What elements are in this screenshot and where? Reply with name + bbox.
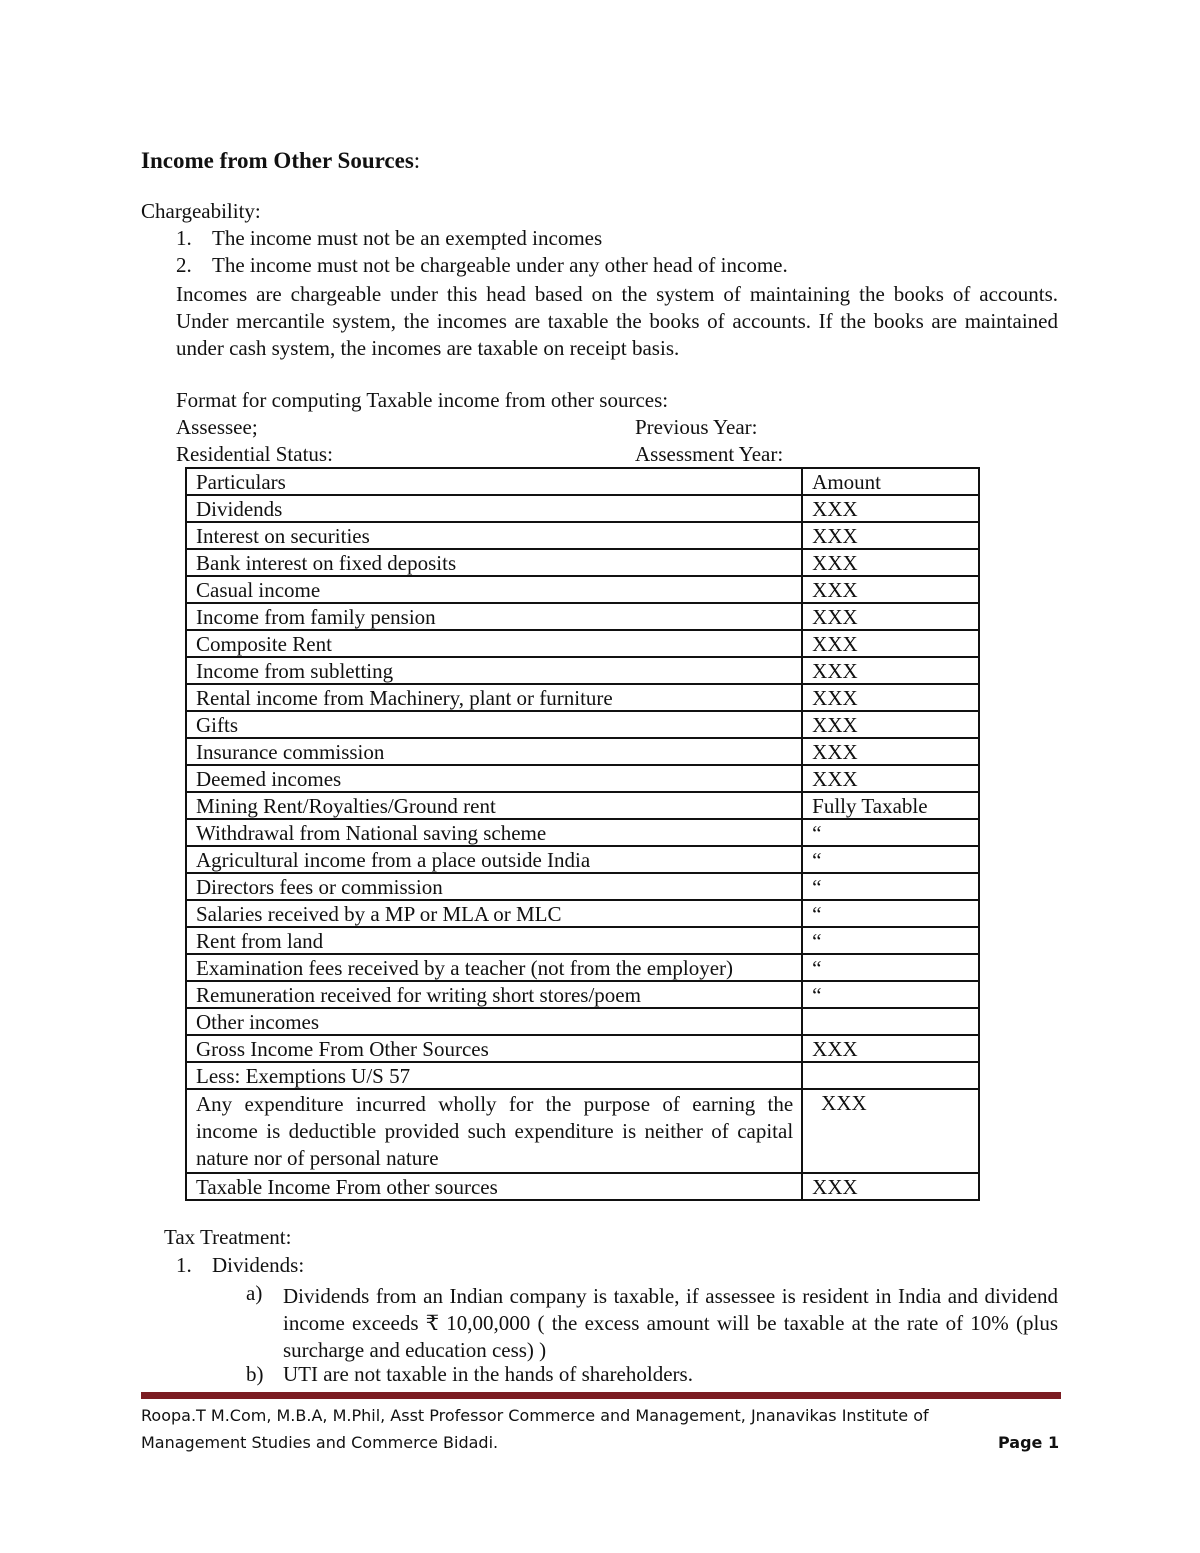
footer-institution: Management Studies and Commerce Bidadi. [141, 1433, 499, 1452]
cell-particulars: Income from family pension [186, 603, 802, 630]
cell-particulars: Rental income from Machinery, plant or furniture [186, 684, 802, 711]
sub-item-label: b) [246, 1362, 264, 1386]
header-amount: Amount [802, 468, 979, 495]
tax-treatment-label: Tax Treatment: [164, 1225, 292, 1249]
table-row [186, 846, 979, 873]
table-row [186, 630, 979, 657]
cell-amount: XXX [802, 495, 979, 522]
residential-status-label: Residential Status: [176, 442, 333, 466]
cell-amount: XXX [802, 1173, 979, 1200]
table-row [186, 738, 979, 765]
cell-particulars: Composite Rent [186, 630, 802, 657]
list-number: 1. [176, 1253, 192, 1277]
cell-amount: Fully Taxable [802, 792, 979, 819]
table-row [186, 495, 979, 522]
list-text: The income must not be an exempted incomes [212, 226, 603, 250]
sub-item-text: Dividends from an Indian company is taxable, if assessee is resident in India and dividend income exceeds ₹ 10,00,000 ( the excess amount will be taxable at the rate of 10% (plus surcharge and education cess) ) [283, 1284, 1058, 1362]
cell-particulars: Bank interest on fixed deposits [186, 549, 802, 576]
cell-particulars: Withdrawal from National saving scheme [186, 819, 802, 846]
table-row [186, 1035, 979, 1062]
cell-amount: “ [802, 846, 979, 873]
table-row [186, 1089, 979, 1173]
cell-amount: XXX [802, 738, 979, 765]
table-row [186, 711, 979, 738]
computation-table [185, 467, 980, 1201]
sub-item-text: UTI are not taxable in the hands of shareholders. [283, 1362, 693, 1386]
cell-particulars: Casual income [186, 576, 802, 603]
cell-amount: XXX [802, 576, 979, 603]
table-row [186, 981, 979, 1008]
table-row [186, 792, 979, 819]
cell-amount: “ [802, 981, 979, 1008]
cell-amount: XXX [802, 603, 979, 630]
chargeability-paragraph: Incomes are chargeable under this head based on the system of maintaining the books of accounts. Under mercantile system, the incomes are taxable the books of accounts. If the books are maintained under cash system, the incomes are taxable on receipt basis. [176, 282, 1058, 360]
list-text: Dividends: [212, 1253, 305, 1277]
cell-particulars: Any expenditure incurred wholly for the purpose of earning the income is deductible provided such expenditure is neither of capital nature nor of personal nature [186, 1089, 802, 1173]
cell-amount: “ [802, 819, 979, 846]
table-header-row [186, 468, 979, 495]
table-row [186, 927, 979, 954]
format-title: Format for computing Taxable income from other sources: [176, 388, 669, 412]
cell-particulars: Income from subletting [186, 657, 802, 684]
cell-amount: XXX [802, 765, 979, 792]
cell-particulars: Dividends [186, 495, 802, 522]
table-row [186, 1062, 979, 1089]
table-row [186, 684, 979, 711]
table-row [186, 819, 979, 846]
cell-amount: “ [802, 900, 979, 927]
cell-particulars: Agricultural income from a place outside India [186, 846, 802, 873]
cell-particulars: Interest on securities [186, 522, 802, 549]
header-particulars: Particulars [186, 468, 802, 495]
cell-amount: XXX [802, 549, 979, 576]
page-title: Income from Other Sources: [141, 148, 421, 173]
cell-particulars: Deemed incomes [186, 765, 802, 792]
list-number: 1. [176, 226, 192, 250]
page-number: Page 1 [998, 1433, 1060, 1452]
sub-item-label: a) [246, 1281, 263, 1305]
table-row [186, 549, 979, 576]
list-text: The income must not be chargeable under any other head of income. [212, 253, 788, 277]
previous-year-label: Previous Year: [635, 415, 758, 439]
cell-particulars: Insurance commission [186, 738, 802, 765]
cell-amount: “ [802, 927, 979, 954]
table-row [186, 1008, 979, 1035]
cell-amount [802, 1062, 979, 1089]
cell-amount: “ [802, 954, 979, 981]
cell-amount: XXX [802, 1089, 979, 1173]
cell-particulars: Examination fees received by a teacher (not from the employer) [186, 954, 802, 981]
cell-amount: XXX [802, 1035, 979, 1062]
chargeability-label: Chargeability: [141, 199, 261, 223]
footer-author: Roopa.T M.Com, M.B.A, M.Phil, Asst Professor Commerce and Management, Jnanavikas Institute of [141, 1406, 929, 1425]
table-row [186, 765, 979, 792]
cell-particulars: Mining Rent/Royalties/Ground rent [186, 792, 802, 819]
cell-particulars: Taxable Income From other sources [186, 1173, 802, 1200]
table-row [186, 1173, 979, 1200]
cell-particulars: Directors fees or commission [186, 873, 802, 900]
cell-amount: XXX [802, 684, 979, 711]
cell-particulars: Salaries received by a MP or MLA or MLC [186, 900, 802, 927]
footer-divider [141, 1392, 1061, 1399]
table-row [186, 900, 979, 927]
cell-particulars: Remuneration received for writing short stores/poem [186, 981, 802, 1008]
cell-amount: “ [802, 873, 979, 900]
cell-amount [802, 1008, 979, 1035]
cell-particulars: Gifts [186, 711, 802, 738]
table-row [186, 873, 979, 900]
cell-amount: XXX [802, 522, 979, 549]
table-row [186, 522, 979, 549]
cell-amount: XXX [802, 657, 979, 684]
cell-particulars: Other incomes [186, 1008, 802, 1035]
cell-amount: XXX [802, 711, 979, 738]
table-row [186, 657, 979, 684]
assessment-year-label: Assessment Year: [635, 442, 784, 466]
cell-particulars: Rent from land [186, 927, 802, 954]
cell-particulars: Less: Exemptions U/S 57 [186, 1062, 802, 1089]
table-row [186, 603, 979, 630]
table-row [186, 576, 979, 603]
cell-particulars: Gross Income From Other Sources [186, 1035, 802, 1062]
cell-amount: XXX [802, 630, 979, 657]
table-row [186, 954, 979, 981]
list-number: 2. [176, 253, 192, 277]
assessee-label: Assessee; [176, 415, 258, 439]
